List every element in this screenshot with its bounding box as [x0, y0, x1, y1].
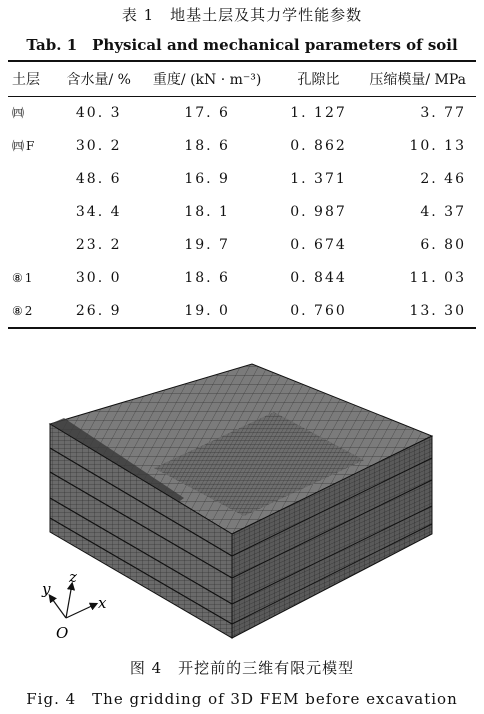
cell-void-ratio: 1. 127 — [290, 104, 347, 121]
cell-soil-layer — [8, 195, 57, 228]
header-compression-modulus: 压缩模量/ MPa — [369, 72, 466, 88]
table-row — [8, 96, 476, 129]
header-soil-layer: 土层 — [12, 72, 40, 88]
cell-water-content: 40. 3 — [75, 104, 122, 121]
cell-soil-layer: ㈣ — [12, 106, 27, 120]
table-row — [8, 294, 476, 327]
table-row — [8, 228, 476, 261]
cell-soil-layer: ⑧1 — [12, 270, 35, 285]
cell-unit-weight: 16. 9 — [184, 170, 230, 187]
cell-compression-modulus: 3. 77 — [420, 104, 466, 121]
cell-compression-modulus: 6. 80 — [420, 236, 466, 253]
cell-soil-layer: ⑧2 — [12, 303, 35, 318]
cell-void-ratio: 0. 987 — [290, 203, 347, 220]
cell-water-content: 30. 2 — [75, 137, 122, 154]
table-row — [8, 261, 476, 294]
header-water-content: 含水量/ % — [66, 72, 131, 88]
table-row — [8, 195, 476, 228]
z-axis-arrow — [66, 584, 72, 618]
cell-unit-weight: 18. 6 — [184, 269, 230, 286]
cell-soil-layer: ㈣F — [12, 139, 37, 153]
cell-void-ratio: 0. 760 — [290, 302, 347, 319]
cell-compression-modulus: 2. 46 — [420, 170, 466, 187]
cell-unit-weight: 19. 0 — [184, 302, 230, 319]
origin-label: O — [56, 624, 69, 642]
cell-water-content: 30. 0 — [75, 269, 122, 286]
cell-compression-modulus: 13. 30 — [409, 302, 466, 319]
cell-water-content: 48. 6 — [75, 170, 122, 187]
cell-water-content: 23. 2 — [75, 236, 122, 253]
cell-compression-modulus: 11. 03 — [409, 269, 466, 286]
table-row — [8, 162, 476, 195]
cell-void-ratio: 0. 674 — [290, 236, 347, 253]
cell-unit-weight: 18. 1 — [184, 203, 230, 220]
cell-soil-layer — [8, 162, 57, 195]
cell-void-ratio: 0. 862 — [290, 137, 347, 154]
cell-compression-modulus: 4. 37 — [420, 203, 466, 220]
cell-void-ratio: 1. 371 — [290, 170, 347, 187]
z-axis-label: z — [69, 568, 77, 586]
y-axis-label: y — [42, 580, 51, 598]
table-row — [8, 129, 476, 162]
header-unit-weight: 重度/ (kN · m⁻³) — [152, 72, 262, 88]
cell-water-content: 26. 9 — [75, 302, 122, 319]
cell-void-ratio: 0. 844 — [290, 269, 347, 286]
table-bottom-rule — [8, 327, 476, 329]
header-void-ratio: 孔隙比 — [297, 72, 340, 88]
soil-parameters-table — [8, 62, 476, 327]
coordinate-axes — [38, 566, 118, 642]
cell-unit-weight: 17. 6 — [184, 104, 230, 121]
x-axis-label: x — [98, 594, 107, 612]
table-caption-cn: 表 1 地基土层及其力学性能参数 — [121, 6, 363, 24]
table-caption-en: Tab. 1 Physical and mechanical parameters of soil — [26, 36, 458, 54]
cell-soil-layer — [8, 228, 57, 261]
cell-unit-weight: 19. 7 — [184, 236, 230, 253]
cell-unit-weight: 18. 6 — [184, 137, 230, 154]
x-axis-arrow — [66, 604, 96, 618]
cell-water-content: 34. 4 — [75, 203, 122, 220]
table-header-row — [8, 62, 476, 96]
figure-caption-en: Fig. 4 The gridding of 3D FEM before excavation — [26, 690, 458, 708]
figure-caption-cn: 图 4 开挖前的三维有限元模型 — [129, 659, 355, 677]
cell-compression-modulus: 10. 13 — [409, 137, 466, 154]
y-axis-arrow — [50, 596, 66, 618]
table-body — [8, 96, 476, 327]
